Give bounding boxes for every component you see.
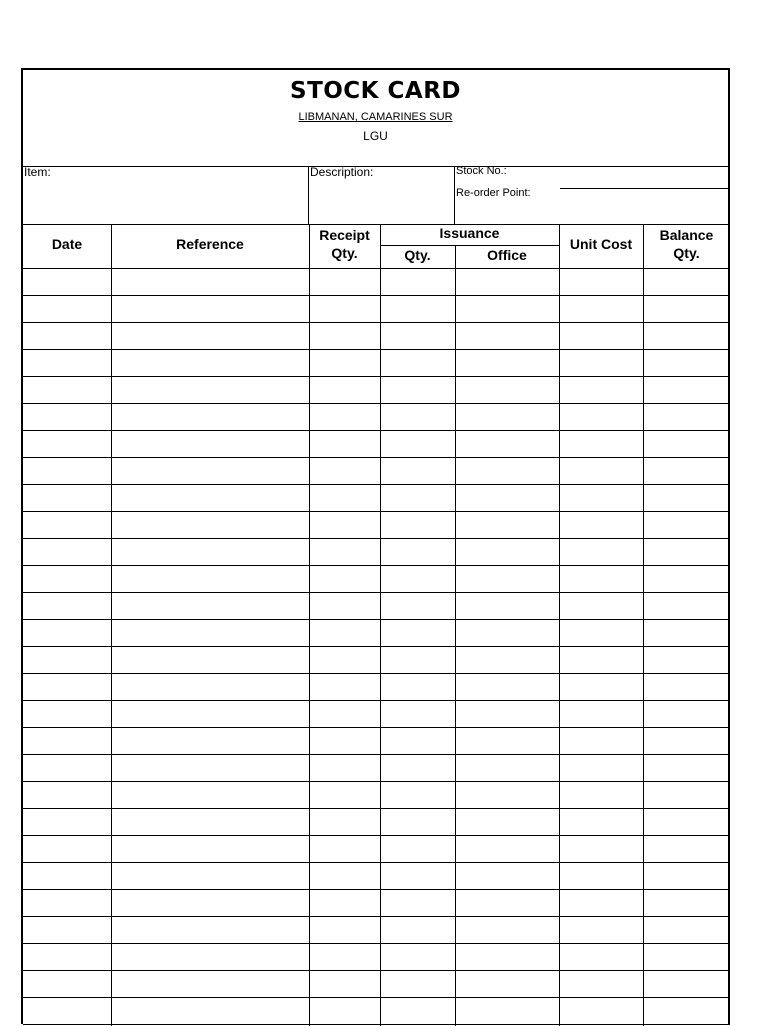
header-bottom-line [23, 268, 730, 269]
table-row-line [23, 646, 730, 647]
column-divider [111, 224, 112, 1026]
table-row-line [23, 916, 730, 917]
form-location: LIBMANAN, CAMARINES SUR [298, 111, 453, 123]
table-row-line [23, 565, 730, 566]
header-date: Date [51, 236, 83, 252]
table-row-line [23, 619, 730, 620]
table-row-line [23, 484, 730, 485]
stock-no-label: Stock No.: [456, 165, 507, 177]
column-divider [559, 224, 560, 1026]
table-row-line [23, 511, 730, 512]
table-row-line [23, 727, 730, 728]
header-balance-line1: Balance [659, 227, 714, 243]
info-divider-description [308, 166, 309, 224]
table-row-line [23, 781, 730, 782]
table-row-line [23, 997, 730, 998]
table-row-line [23, 538, 730, 539]
table-row-line [23, 403, 730, 404]
header-issuance: Issuance [439, 225, 500, 241]
table-row-line [23, 970, 730, 971]
stock-card-form [21, 68, 730, 1024]
table-row-line [23, 457, 730, 458]
header-balance-line2: Qty. [673, 245, 700, 261]
table-row-line [23, 592, 730, 593]
item-label: Item: [24, 165, 51, 179]
header-issuance-office: Office [487, 247, 527, 263]
table-row-line [23, 673, 730, 674]
table-row-line [23, 862, 730, 863]
form-agency: LGU [363, 129, 388, 143]
column-divider [643, 224, 644, 1026]
table-row-line [23, 943, 730, 944]
table-row-line [23, 322, 730, 323]
item-info-section [23, 166, 728, 225]
column-divider [380, 224, 381, 1026]
form-header [23, 70, 728, 167]
header-receipt-line1: Receipt [319, 227, 370, 243]
table-row-line [23, 376, 730, 377]
column-divider [455, 245, 456, 1026]
header-receipt-line2: Qty. [331, 245, 358, 261]
info-divider-stock [454, 166, 455, 224]
column-divider [309, 224, 310, 1026]
header-issuance-qty: Qty. [404, 247, 431, 263]
header-reference: Reference [176, 236, 244, 252]
table-row-line [23, 1024, 730, 1025]
table-row-line [23, 754, 730, 755]
table-row-line [23, 808, 730, 809]
table-row-line [23, 700, 730, 701]
header-unit-cost: Unit Cost [569, 236, 633, 252]
form-title: STOCK CARD [290, 78, 461, 104]
table-row-line [23, 430, 730, 431]
table-row-line [23, 835, 730, 836]
table-row-line [23, 889, 730, 890]
table-row-line [23, 295, 730, 296]
description-label: Description: [310, 165, 374, 179]
stock-no-field[interactable] [560, 188, 730, 189]
issuance-subheader-line [380, 245, 559, 246]
table-row-line [23, 349, 730, 350]
reorder-point-label: Re-order Point: [456, 187, 531, 199]
